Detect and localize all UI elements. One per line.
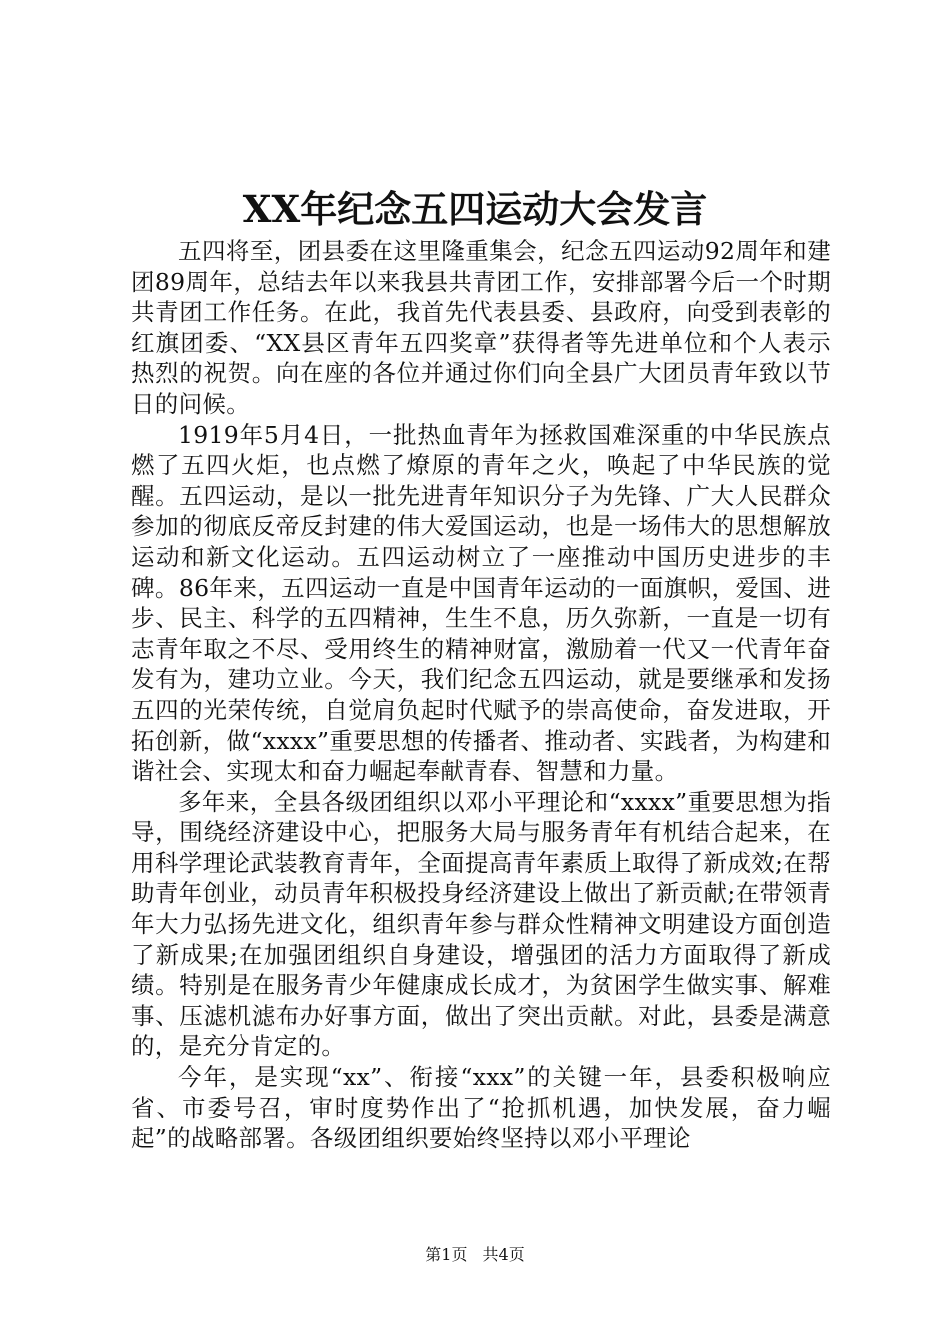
page-footer — [0, 1244, 950, 1266]
document-body — [131, 236, 831, 1154]
page-total: 共4页 — [482, 1245, 525, 1264]
paragraph: 多年来，全县各级团组织以邓小平理论和“xxxx”重要思想为指导，围绕经济建设中心，把服务大局与服务青年有机结合起来，在用科学理论武装教育青年，全面提高青年素质上取得了新成效;在帮助青年创业，动员青年积极投身经济建设上做出了新贡献;在带领青年大力弘扬先进文化，组织青年参与群众性精神文明建设方面创造了新成果;在加强团组织自身建设，增强团的活力方面取得了新成绩。特别是在服务青少年健康成长成才，为贫困学生做实事、解难事、压滤机滤布办好事方面，做出了突出贡献。对此，县委是满意的，是充分肯定的。 — [131, 787, 831, 1061]
paragraph: 1919年5月4日，一批热血青年为拯救国难深重的中华民族点燃了五四火炬，也点燃了燎原的青年之火，唤起了中华民族的觉醒。五四运动，是以一批先进青年知识分子为先锋、广大人民群众参加的彻底反帝反封建的伟大爱国运动，也是一场伟大的思想解放运动和新文化运动。五四运动树立了一座推动中国历史进步的丰碑。86年来，五四运动一直是中国青年运动的一面旗帜，爱国、进步、民主、科学的五四精神，生生不息，历久弥新，一直是一切有志青年取之不尽、受用终生的精神财富，激励着一代又一代青年奋发有为，建功立业。今天，我们纪念五四运动，就是要继承和发扬五四的光荣传统，自觉肩负起时代赋予的崇高使命，奋发进取，开拓创新，做“xxxx”重要思想的传播者、推动者、实践者，为构建和谐社会、实现太和奋力崛起奉献青春、智慧和力量。 — [131, 420, 831, 786]
page-number: 第1页 — [425, 1245, 468, 1264]
paragraph: 今年，是实现“xx”、衔接“xxx”的关键一年，县委积极响应省、市委号召，审时度势作出了“抢抓机遇，加快发展，奋力崛起”的战略部署。各级团组织要始终坚持以邓小平理论 — [131, 1063, 831, 1153]
paragraph: 五四将至，团县委在这里隆重集会，纪念五四运动92周年和建团89周年，总结去年以来我县共青团工作，安排部署今后一个时期共青团工作任务。在此，我首先代表县委、县政府，向受到表彰的红旗团委、“XX县区青年五四奖章”获得者等先进单位和个人表示热烈的祝贺。向在座的各位并通过你们向全县广大团员青年致以节日的问候。 — [131, 237, 831, 418]
document-title: XX年纪念五四运动大会发言 — [242, 187, 708, 231]
